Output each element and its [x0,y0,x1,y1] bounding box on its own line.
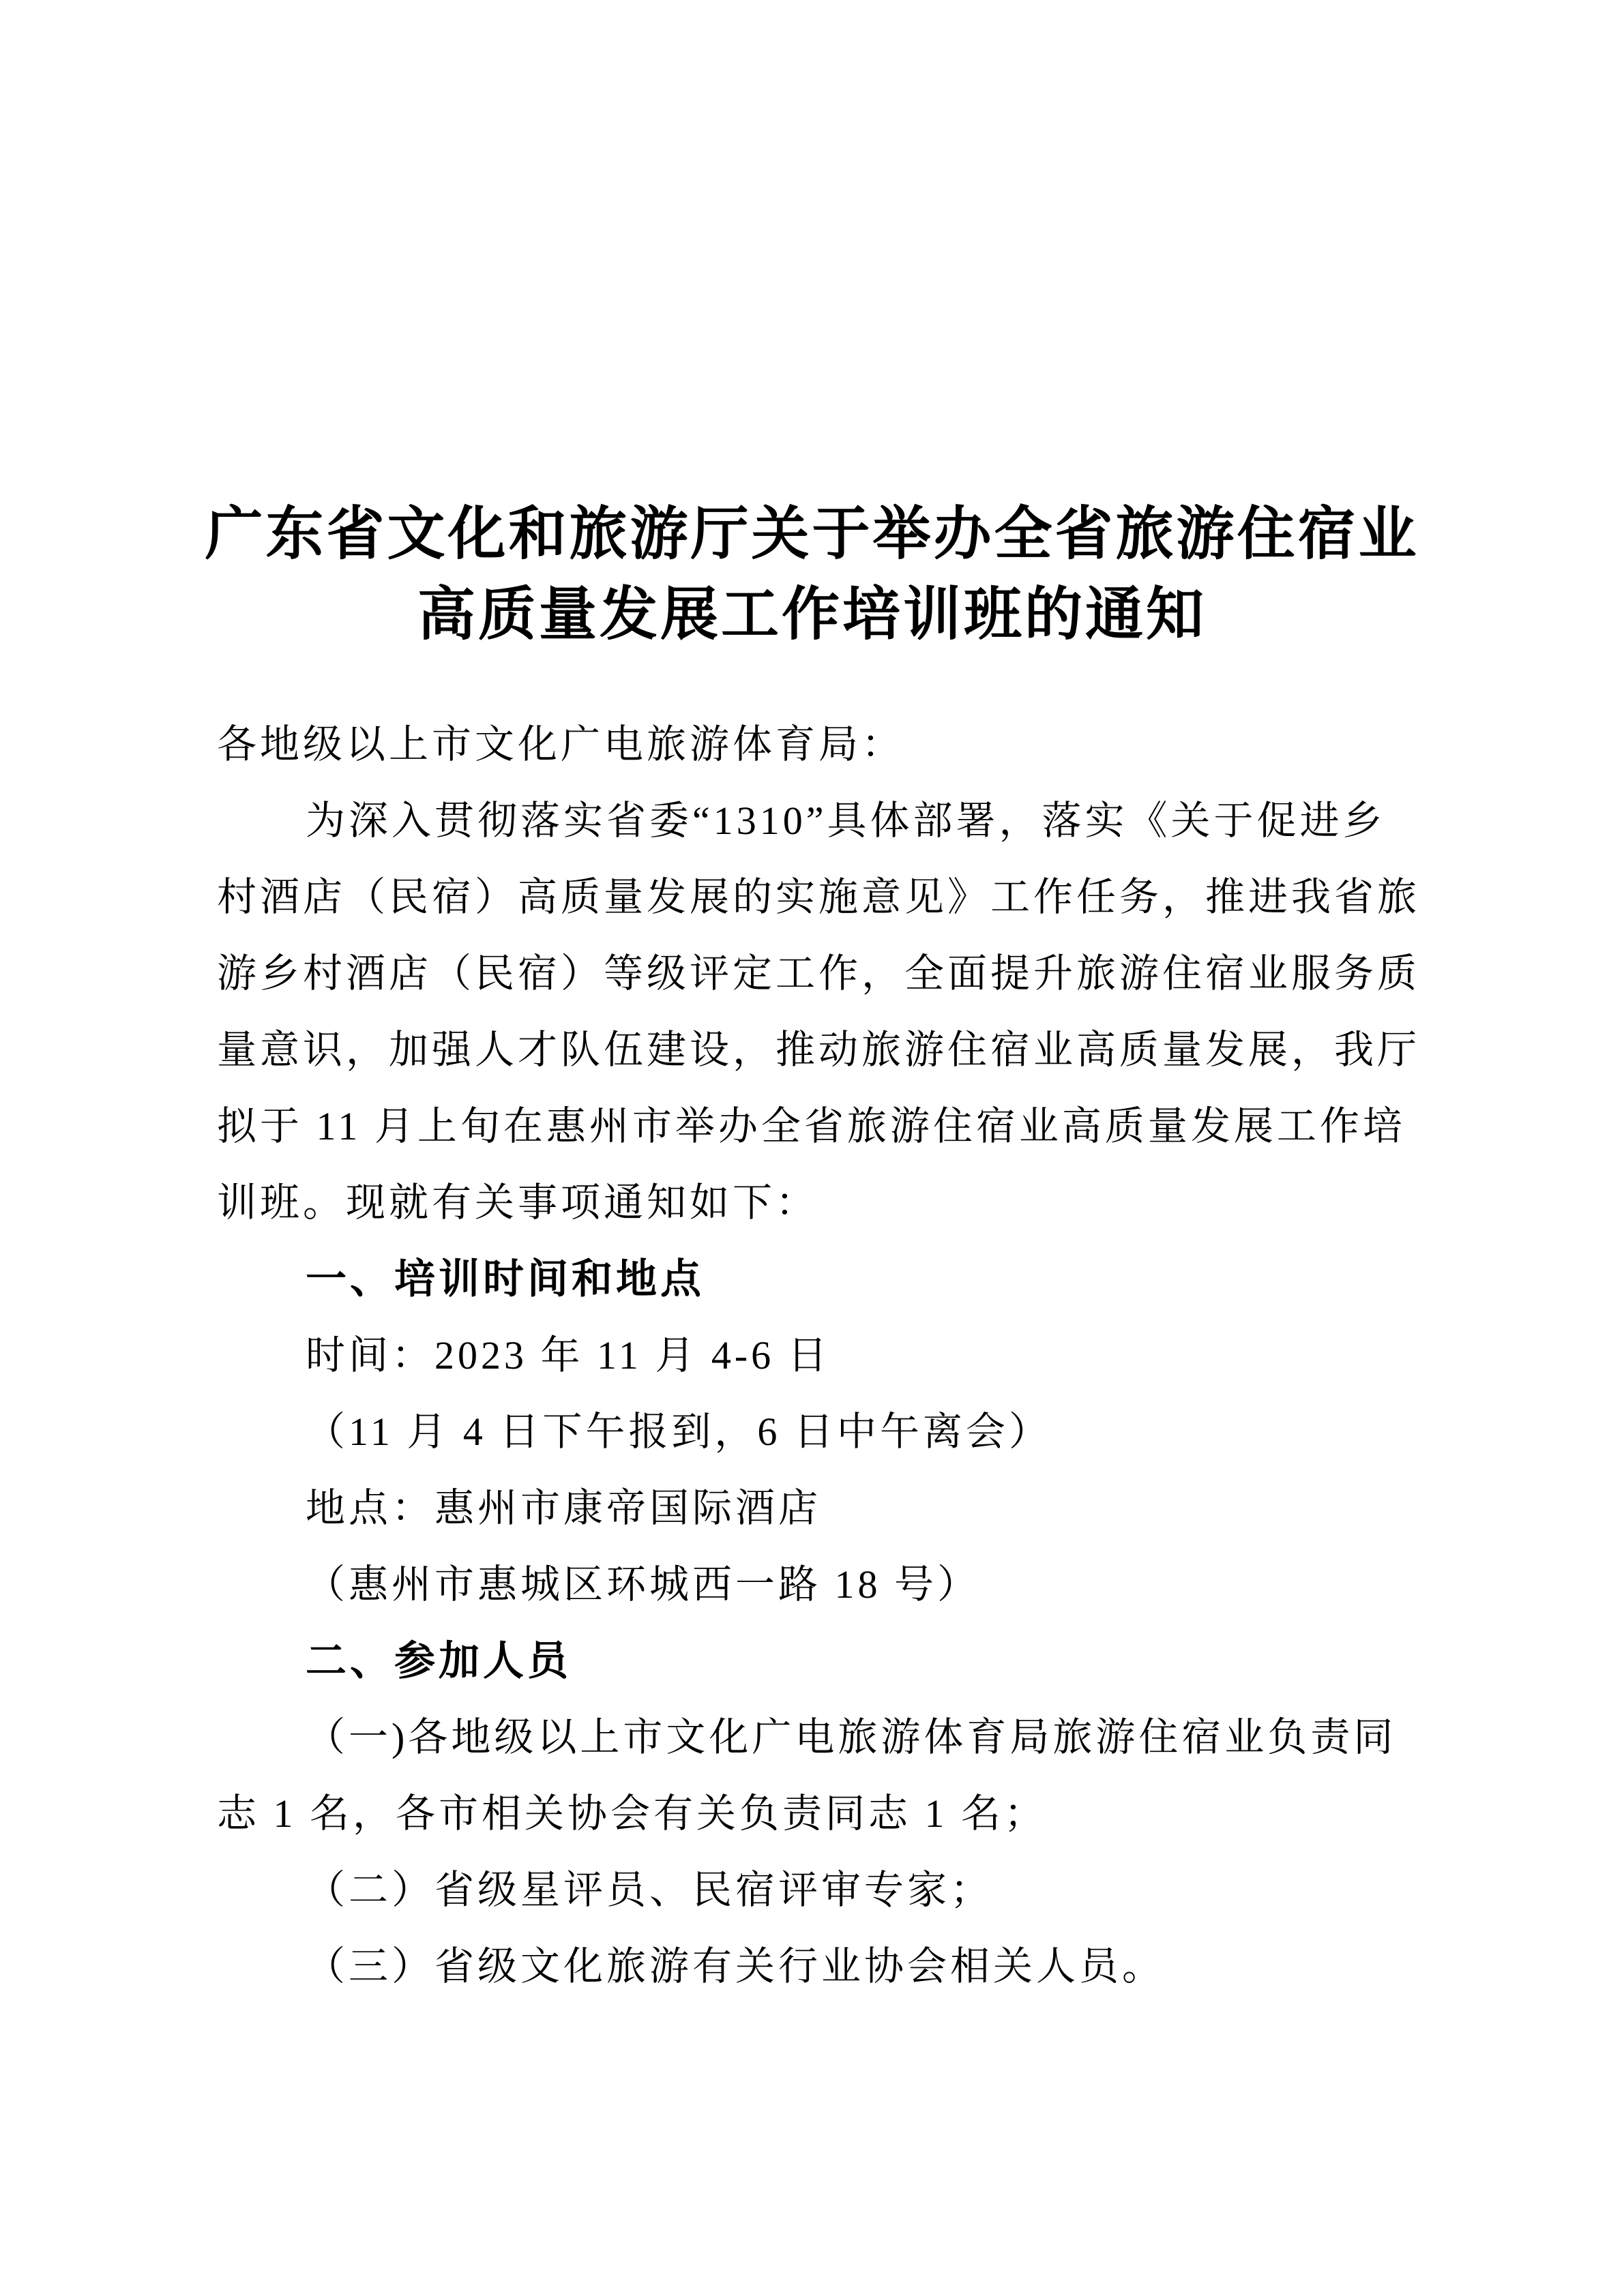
document-title-line-2: 高质量发展工作培训班的通知 [417,582,1207,647]
section-heading: 一、培训时间和地点 [306,1256,705,1302]
text-line: 游乡村酒店（民宿）等级评定工作，全面提升旅游住宿业服务质 [217,951,1421,996]
text-line: 地点：惠州市康帝国际酒店 [306,1486,822,1530]
text-line: 训班。现就有关事项通知如下： [217,1180,819,1225]
text-line: 村酒店（民宿）高质量发展的实施意见》工作任务，推进我省旅 [217,875,1421,919]
text-line: （一)各地级以上市文化广电旅游体育局旅游住宿业负责同 [306,1715,1397,1759]
text-line: （11 月 4 日下午报到，6 日中午离会） [306,1410,1052,1454]
text-line: （惠州市惠城区环城西一路 18 号） [306,1562,981,1607]
text-line: 志 1 名，各市相关协会有关负责同志 1 名； [217,1791,1048,1836]
document-title [205,494,1419,655]
text-line: 量意识，加强人才队伍建设，推动旅游住宿业高质量发展，我厅 [217,1028,1421,1072]
text-line: 时间：2023 年 11 月 4-6 日 [306,1333,831,1377]
text-line: （三）省级文化旅游有关行业协会相关人员。 [306,1944,1166,1988]
text-line: （二）省级星评员、民宿评审专家； [306,1868,994,1912]
text-line: 拟于 11 月上旬在惠州市举办全省旅游住宿业高质量发展工作培 [217,1104,1406,1148]
document-title-line-1: 广东省文化和旅游厅关于举办全省旅游住宿业 [205,502,1419,567]
text-line: 为深入贯彻落实省委“1310”具体部署，落实《关于促进乡 [306,799,1386,843]
text-line: 各地级以上市文化广电旅游体育局： [217,722,905,766]
section-heading: 二、参加人员 [306,1638,572,1684]
document-body [217,706,1422,2005]
